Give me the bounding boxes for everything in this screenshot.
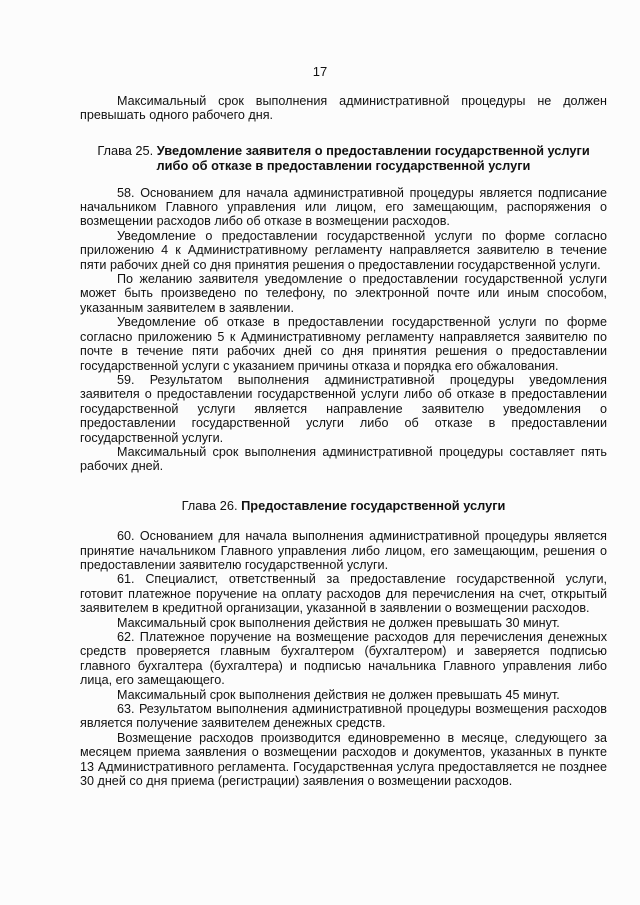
paragraph: Возмещение расходов производится единовременно в месяце, следующего за месяцем приема заявления о возмещении расходов и документов, указанных в пункте 13 Административного регламента. Государственная услуга предоставляется не позднее 30 дней со дня приема (регистрации) заявления о возмещении расходов. [80, 730, 607, 789]
chapter-title: Предоставление государственной услуги [241, 497, 506, 513]
paragraph-62: 62. Платежное поручение на возмещение расходов для перечисления денежных средств проверяется главным бухгалтером (бухгалтером) и заверяется подписью главного бухгалтера (бухгалтера) и подписью начальника Главного управления либо лица, его замещающего. [80, 630, 607, 688]
chapter-label: Глава 26. [181, 497, 238, 513]
chapter-25-heading [80, 143, 607, 174]
paragraph: Максимальный срок выполнения действия не должен превышать 45 минут. [117, 687, 560, 702]
paragraph: Уведомление о предоставлении государственной услуги по форме согласно приложению 4 к Административному регламенту направляется заявителю в течение пяти рабочих дней со дня принятия решения о предоставлении государственной услуги. [80, 228, 607, 272]
paragraph: Максимальный срок выполнения административной процедуры не должен превышать одного рабочего дня. [80, 94, 607, 123]
chapter-label: Глава 25. [97, 142, 154, 158]
paragraph: Уведомление об отказе в предоставлении государственной услуги по форме согласно приложению 5 к Административному регламенту направляется заявителю по почте в течение пяти рабочих дней со дня принятия решения о предоставлении государственной услуги с указанием причины отказа и порядка его обжалования. [80, 315, 607, 373]
chapter-26-heading [80, 498, 607, 513]
page-body [80, 94, 607, 788]
paragraph-59: 59. Результатом выполнения административной процедуры уведомления заявителя о предоставлении государственной услуги либо об отказе в предоставлении государственной услуги является направление заявителю уведомления о предоставлении государственной услуги либо об отказе в предоставлении государственной услуги. [80, 372, 607, 445]
paragraph-60: 60. Основанием для начала выполнения административной процедуры является принятие начальником Главного управления либо лицом, его замещающим, решения о предоставлении заявителю государственной услуги. [80, 529, 607, 572]
paragraph-58: 58. Основанием для начала административной процедуры является подписание начальником Главного управления или лицом, его замещающим, распоряжения о возмещении расходов либо об отказе в возмещении расходов. [80, 185, 607, 229]
paragraph: Максимальный срок выполнения административной процедуры составляет пять рабочих дней. [80, 444, 607, 474]
paragraph-63: 63. Результатом выполнения административной процедуры возмещения расходов является получение заявителем денежных средств. [80, 702, 607, 731]
chapter-title: Уведомление заявителя о предоставлении государственной услуги либо об отказе в предоставлении государственной услуги [156, 142, 590, 174]
page-number: 17 [312, 64, 328, 79]
paragraph-61: 61. Специалист, ответственный за предоставление государственной услуги, готовит платежное поручение на оплату расходов для перечисления на счет, открытый заявителем в кредитной организации, указанной в заявлении о возмещении расходов. [80, 572, 607, 616]
paragraph: Максимальный срок выполнения действия не должен превышать 30 минут. [117, 615, 560, 630]
paragraph: По желанию заявителя уведомление о предоставлении государственной услуги может быть произведено по телефону, по электронной почте или иным способом, указанным заявителем в заявлении. [80, 272, 607, 315]
